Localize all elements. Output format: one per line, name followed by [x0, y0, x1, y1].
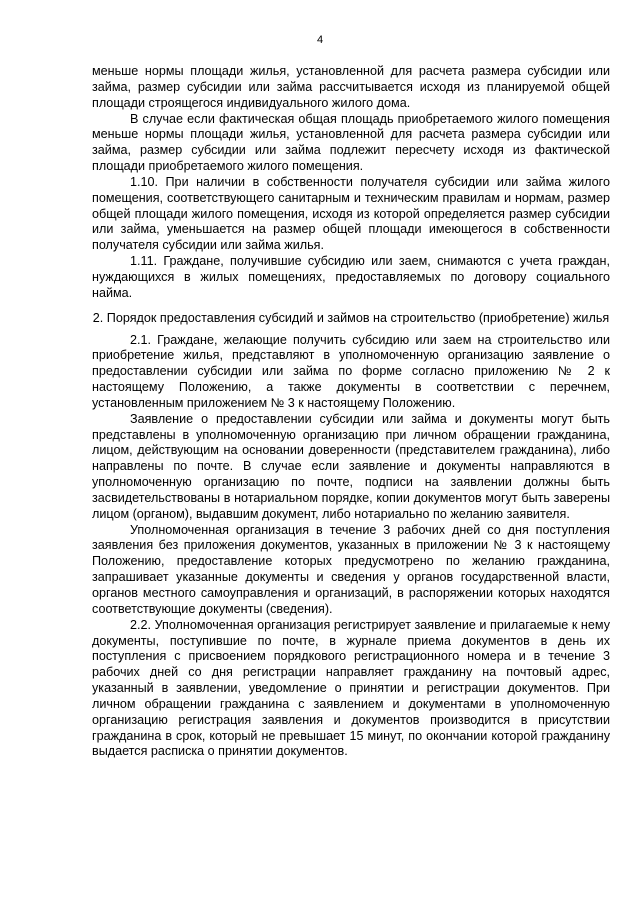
section-heading: 2. Порядок предоставления субсидий и займов на строительство (приобретение) жилья [92, 310, 610, 325]
paragraph-2-1: 2.1. Граждане, желающие получить субсидию или заем на строительство или приобретение жилья, представляют в уполномоченную организацию заявление о предоставлении субсидии или займа по форме согласно приложению № 2 к настоящему Положению, а также документы в соответствии с перечнем, установленным приложением № 3 к настоящему Положению. [92, 332, 610, 410]
paragraph-continuation: меньше нормы площади жилья, установленной для расчета размера субсидии или займа, размер субсидии или займа рассчитывается исходя из планируемой общей площади строящегося индивидуального жилого дома. [92, 64, 610, 110]
paragraph-1-10: 1.10. При наличии в собственности получателя субсидии или займа жилого помещения, соответствующего санитарным и техническим правилам и нормам, размер общей площади жилого помещения, исходя из которой определяется размер субсидии или займа, уменьшается на размер общей площади имеющегося в собственности получателя субсидии или займа жилья. [92, 174, 610, 253]
paragraph-1-11: 1.11. Граждане, получившие субсидию или заем, снимаются с учета граждан, нуждающихся в жилых помещениях, предоставляемых по договору социального найма. [92, 254, 610, 300]
paragraph-authorized-org: Уполномоченная организация в течение 3 рабочих дней со дня поступления заявления без приложения документов, указанных в приложении № 3 к настоящему Положению, предоставление которых предусмотрено по желанию гражданина, запрашивает указанные документы и сведения у органов государственной власти, органов местного самоуправления и организаций, в распоряжении которых находятся соответствующие документы (сведения). [92, 522, 610, 616]
paragraph-2-2: 2.2. Уполномоченная организация регистрирует заявление и прилагаемые к нему документы, поступившие по почте, в журнале приема документов в день их поступления с присвоением порядкового регистрационного номера и в течение 3 рабочих дней со дня регистрации направляет гражданину на почтовый адрес, указанный в заявлении, уведомление о принятии и регистрации документов. При личном обращении гражданина с заявлением и документами в уполномоченную организацию регистрация заявления и документов производится в присутствии гражданина в срок, который не превышает 15 минут, по окончании которой гражданину выдается расписка о принятии документов. [92, 617, 610, 759]
document-body [92, 64, 610, 760]
paragraph-actual-area: В случае если фактическая общая площадь приобретаемого жилого помещения меньше нормы площади жилья, установленной для расчета размера субсидии или займа, размер субсидии или займа подлежит пересчету исходя из фактической площади приобретаемого жилого помещения. [92, 111, 610, 174]
page-number: 4 [316, 34, 324, 46]
paragraph-submission: Заявление о предоставлении субсидии или займа и документы могут быть представлены в уполномоченную организацию при личном обращении гражданина, лицом, действующим на основании доверенности (представителем гражданина), либо направлены по почте. В случае если заявление и документы направляются в уполномоченную организацию по почте, подписи на заявлении должны быть засвидетельствованы в нотариальном порядке, копии документов могут быть заверены лицом (органом), выдавшим документ, либо нотариально по желанию заявителя. [92, 411, 610, 521]
